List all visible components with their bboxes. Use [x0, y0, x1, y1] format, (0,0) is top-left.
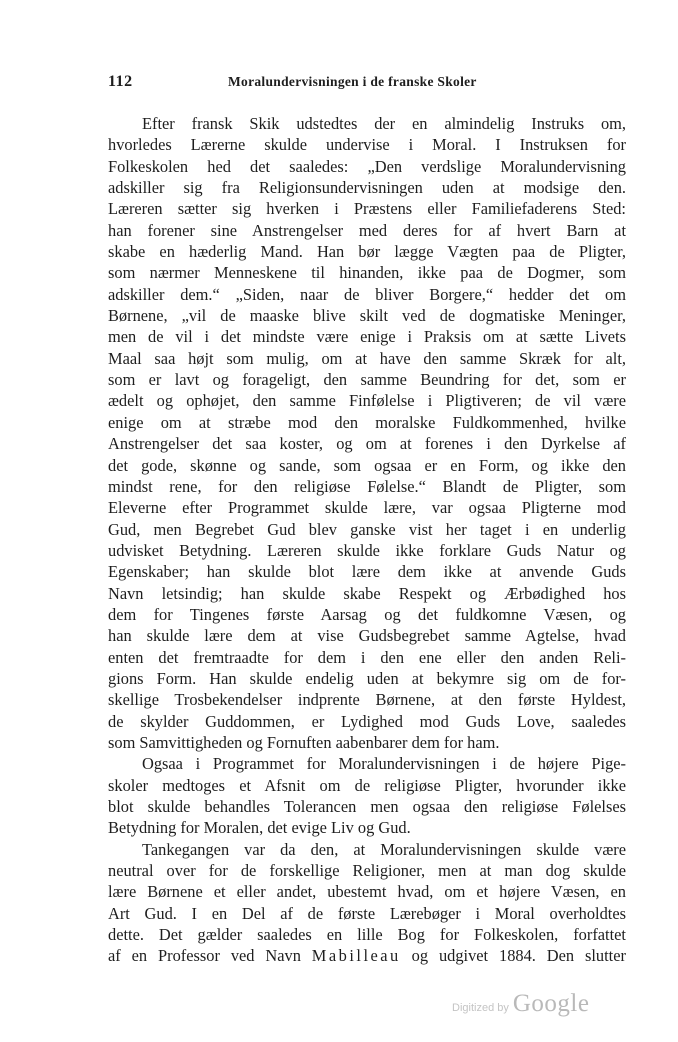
- text-line: Børnene, „vil de maaske blive skilt ved de dogmatiske Meninger,: [108, 306, 626, 326]
- text-line: som Samvittigheden og Fornuften aabenbarer dem for ham.: [108, 732, 500, 752]
- text-line: Maal saa højt som mulig, om at have den samme Skræk for alt,: [108, 348, 626, 368]
- text-line-last: [108, 945, 626, 966]
- text-line: dem for Tingenes første Aarsag og det fuldkomne Væsen, og: [108, 604, 626, 624]
- page-number: 112: [108, 73, 133, 90]
- text-line: Art Gud. I en Del af de første Lærebøger i Moral overholdtes: [108, 903, 626, 923]
- text-line: ædelt og ophøjet, den samme Finfølelse i Pligtiveren; de vil være: [108, 391, 626, 411]
- text-line: de skylder Guddommen, er Lydighed mod Guds Love, saaledes: [108, 711, 626, 731]
- text-line: Efter fransk Skik udstedtes der en almindelig Instruks om,: [142, 114, 626, 133]
- page-header: [108, 73, 628, 95]
- text-line: Tankegangen var da den, at Moralundervisningen skulde være: [142, 839, 626, 859]
- text-line: mindst rene, for den religiøse Følelse.“ Blandt de Pligter, som: [108, 476, 626, 496]
- text-line: adskiller dem.“ „Siden, naar de bliver Borgere,“ hedder det om: [108, 284, 626, 304]
- running-title: Moralundervisningen i de franske Skoler: [228, 74, 477, 89]
- text-line: det gode, skønne og sande, som ogsaa er en Form, og ikke den: [108, 455, 626, 475]
- text-line: Gud, men Begrebet Gud blev ganske vist her taget i en underlig: [108, 519, 626, 539]
- text-line: Ogsaa i Programmet for Moralundervisningen i de højere Pige-: [142, 754, 626, 774]
- watermark-prefix: Digitized by: [452, 1002, 509, 1014]
- text-line: lære Børnene et eller andet, ubestemt hvad, om et højere Væsen, en: [108, 882, 626, 902]
- text-line: Egenskaber; han skulde blot lære dem ikke at anvende Guds: [108, 562, 626, 582]
- text-line: skellige Trosbekendelser indprente Børnene, at den første Hyldest,: [108, 690, 626, 710]
- text-line: Navn letsindig; han skulde skabe Respekt og Ærbødighed hos: [108, 583, 626, 603]
- text-line: enige om at stræbe mod den moralske Fuldkommenhed, hvilke: [108, 412, 626, 432]
- text-line: skabe en hæderlig Mand. Han bør lægge Vægten paa de Pligter,: [108, 242, 626, 262]
- text-line: han skulde lære dem at vise Gudsbegrebet samme Agtelse, hvad: [108, 626, 626, 646]
- text-line: blot skulde behandles Tolerancen men ogsaa den religiøse Følelses: [108, 797, 626, 816]
- text-line: Eleverne efter Programmet skulde lære, var ogsaa Pligterne mod: [108, 498, 626, 518]
- text-line: som nærmer Menneskene til hinanden, ikke paa de Dogmer, som: [108, 263, 626, 283]
- text-segment: og udgivet 1884. Den slutter: [411, 946, 626, 966]
- author-name-spaced: Mabilleau: [311, 946, 401, 966]
- text-line: Anstrengelser det saa koster, og om at forenes i den Dyrkelse af: [108, 434, 626, 454]
- body-text: [108, 113, 626, 967]
- text-segment: af en Professor ved Navn: [108, 946, 301, 966]
- text-line: Betydning for Moralen, det evige Liv og Gud.: [108, 818, 411, 838]
- text-line: men de vil i det mindste være enige i Praksis om at sætte Livets: [108, 327, 626, 347]
- text-line: skoler medtoges et Afsnit om de religiøse Pligter, hvorunder ikke: [108, 775, 626, 795]
- text-line: han forener sine Anstrengelser med deres for af hvert Barn at: [108, 220, 626, 240]
- text-line: udvisket Betydning. Læreren skulde ikke forklare Guds Natur og: [108, 540, 626, 560]
- text-line: enten det fremtraadte for dem i den ene eller den anden Reli-: [108, 647, 626, 667]
- text-line: Folkeskolen hed det saaledes: „Den verdslige Moralundervisning: [108, 156, 626, 176]
- text-line: neutral over for de forskellige Religioner, men at man dog skulde: [108, 861, 626, 881]
- text-line: hvorledes Lærerne skulde undervise i Moral. I Instruksen for: [108, 135, 626, 155]
- text-line: som er lavt og forageligt, den samme Beundring for det, som er: [108, 370, 626, 390]
- google-logo: Google: [512, 990, 590, 1017]
- text-line: gions Form. Han skulde endelig uden at bekymre sig om de for-: [108, 668, 626, 688]
- digitized-by-google-watermark: [452, 990, 602, 1030]
- text-line: dette. Det gælder saaledes en lille Bog for Folkeskolen, forfattet: [108, 925, 626, 945]
- text-line: adskiller sig fra Religionsundervisningen uden at modsige den.: [108, 178, 626, 198]
- text-line: Læreren sætter sig hverken i Præstens eller Familiefaderens Sted:: [108, 199, 626, 219]
